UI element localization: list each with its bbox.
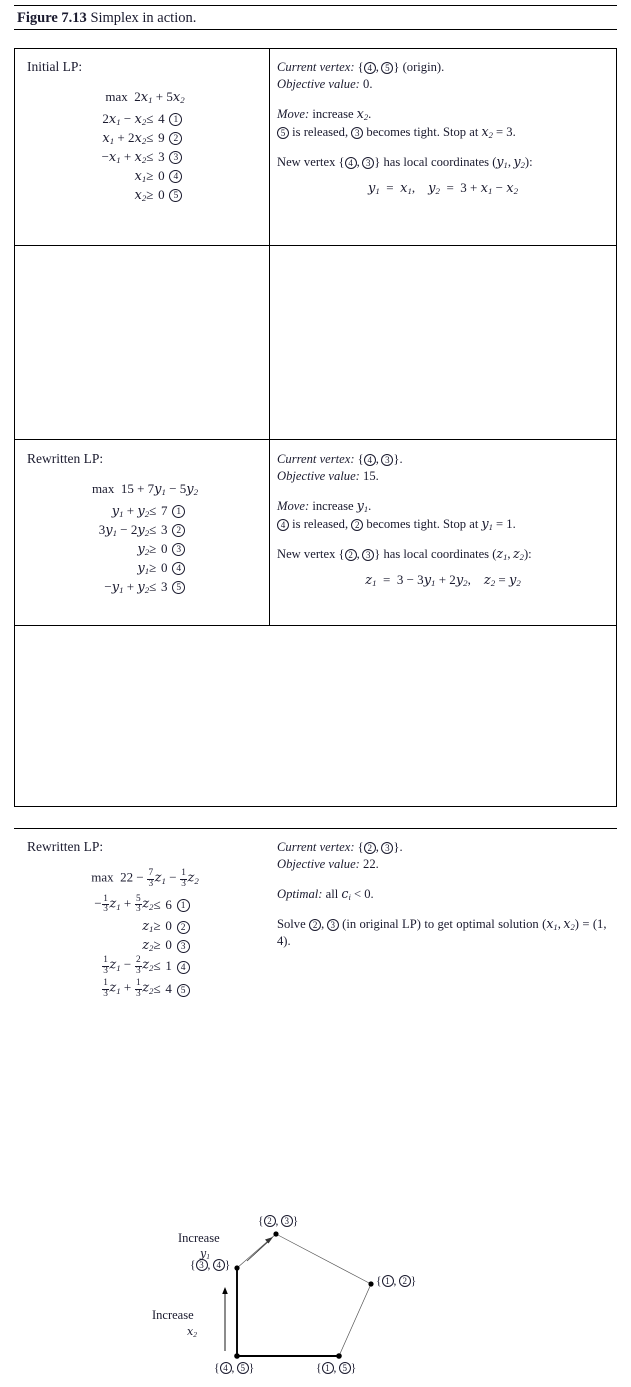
lp-constraint-row <box>102 109 183 128</box>
objective-value-label: Objective value: <box>277 469 360 483</box>
lp-title: Rewritten LP: <box>27 451 104 466</box>
constraint-lhs: $\frac{1}{3}$ $z_1$ + $\frac{1}{3}$ $z_2$ <box>103 978 154 999</box>
constraint-relation: ≤ <box>146 148 154 164</box>
constraint-relation: ≥ <box>146 186 154 202</box>
feasible-region-diagram <box>15 1201 618 1382</box>
note-cell-rewritten-2 <box>269 829 618 1015</box>
lp-constraints <box>102 109 183 204</box>
constraint-tag: 5 <box>172 577 185 596</box>
solve-line: Solve 2 , 3 (in original LP) to get optimal solution ($x_1$, $x_2) = (1$, 4). <box>277 916 609 948</box>
lp-cell-rewritten-2 <box>15 829 269 1015</box>
constraint-rhs: 0 <box>161 559 168 575</box>
lp-title: Rewritten LP: <box>27 839 104 854</box>
vertex-dot-45 <box>234 1353 240 1359</box>
constraint-rhs: 4 <box>158 110 165 126</box>
constraint-rhs: 3 <box>161 521 168 537</box>
lp-title: Initial LP: <box>27 59 83 74</box>
vertex-dot-23 <box>273 1231 278 1236</box>
lp-constraints <box>94 893 189 1001</box>
constraint-tag: 5 <box>169 185 182 204</box>
current-vertex-label: Current vertex: <box>277 840 355 854</box>
vertex-dot-34 <box>234 1265 239 1270</box>
lp-constraint-row <box>94 917 189 936</box>
increase-x2-label: Increase <box>152 1308 194 1322</box>
constraint-relation: ≥ <box>153 918 161 933</box>
constraint-rhs: 7 <box>161 502 168 518</box>
current-vertex-label: Current vertex: <box>277 60 355 74</box>
spacer <box>277 903 609 915</box>
increase-y1-variable: $y_1$ <box>200 1247 210 1261</box>
constraint-rhs: 3 <box>161 578 168 594</box>
constraint-lhs: $x_1 + 2x_2$ <box>102 129 147 146</box>
objective-value-line <box>277 856 609 873</box>
table-row <box>15 439 616 999</box>
constraint-relation: ≤ <box>149 578 157 594</box>
constraint-relation: ≤ <box>149 521 157 537</box>
step-note <box>277 839 609 950</box>
constraint-tag: 4 <box>177 955 190 978</box>
constraint-lhs: $-y_1 + y_2$ <box>104 578 150 595</box>
vertex-label-15: { 1 , 5 } <box>316 1362 357 1375</box>
vertex-dot-15 <box>336 1353 342 1359</box>
move-label: Move: <box>277 107 310 121</box>
spacer <box>277 873 609 885</box>
constraint-lhs: $x_2$ <box>134 187 147 203</box>
spacer <box>277 93 609 105</box>
simplex-table <box>14 48 617 1375</box>
constraint-lhs: $\frac{1}{3}$ $z_1$ − $\frac{2}{3}$ $z_2$ <box>103 955 154 976</box>
increase-x2-variable: $x_2$ <box>187 1325 197 1339</box>
vertex-dot-12 <box>368 1281 373 1286</box>
current-vertex-line: Current vertex: { 2 , 3 }. <box>277 840 403 854</box>
lp-constraint-row <box>94 955 189 978</box>
constraint-lhs: $-x_1 + x_2$ <box>101 148 147 165</box>
optimal-label: Optimal: <box>277 887 323 901</box>
constraint-tag: 4 <box>172 558 185 577</box>
figure-caption <box>17 9 196 27</box>
lp-objective: $\max 2x_1 + 5x_2$ <box>105 89 185 106</box>
objective-value: 0. <box>363 77 373 91</box>
local-coordinates-equation: $y_1 = x_1$, $y_2 = 3 + x_1 - x_2$ <box>368 180 518 197</box>
lp-objective: max 22 − $\frac{7}{3}$ $z_1$ − $\frac{1}{3}$ $z_2$ <box>91 868 199 889</box>
constraint-rhs: 0 <box>158 167 165 183</box>
constraint-rhs: 6 <box>165 896 172 912</box>
vertex-label-23: { 2 , 3 } <box>258 1215 299 1228</box>
constraint-tag: 4 <box>169 166 182 185</box>
constraint-lhs: $z_1$ <box>142 919 154 935</box>
table-row <box>15 245 616 595</box>
lp-cell-initial <box>15 49 269 245</box>
constraint-tag: 1 <box>172 501 185 520</box>
constraint-lhs: $z_2$ <box>142 938 154 954</box>
current-vertex-line: Current vertex: { 4 , 5 } (origin). <box>277 60 445 74</box>
page-bottom-rule <box>14 828 617 829</box>
constraint-relation: ≤ <box>153 896 161 912</box>
objective-value-label: Objective value: <box>277 77 360 91</box>
vertex-label-12: { 1 , 2 } <box>376 1275 417 1288</box>
constraint-tag: 3 <box>169 147 182 166</box>
release-line: 4 is released, 2 becomes tight. Stop at $y_1 = 1$. <box>277 515 609 533</box>
constraint-rhs: 0 <box>161 540 168 556</box>
current-vertex-line: Current vertex: { 4 , 3 }. <box>277 452 403 466</box>
constraint-relation: ≤ <box>146 110 154 126</box>
objective-value-label: Objective value: <box>277 857 360 871</box>
constraint-relation: ≥ <box>146 167 154 183</box>
lp-constraint-row <box>94 936 189 955</box>
constraint-relation: ≤ <box>153 958 161 974</box>
lp-constraint-row <box>94 978 189 1001</box>
lp-constraint-row <box>102 185 183 204</box>
polygon-edge <box>339 1284 371 1356</box>
step-note <box>277 59 609 197</box>
constraint-tag: 3 <box>177 936 190 955</box>
constraint-rhs: 0 <box>158 186 165 202</box>
table-row <box>15 49 616 245</box>
constraint-tag: 2 <box>177 917 190 936</box>
constraint-relation: ≤ <box>146 129 154 145</box>
constraint-tag: 2 <box>172 520 185 539</box>
polygon-traversed-path <box>237 1268 339 1356</box>
increase-y1-label: Increase <box>178 1231 220 1245</box>
new-vertex-line: New vertex { 4 , 3 } has local coordinates ($y_1$, $y_2$): <box>277 154 533 171</box>
constraint-lhs: $y_1$ <box>137 560 150 576</box>
lp-constraint-row <box>102 128 183 147</box>
lp-constraint-row <box>102 147 183 166</box>
objective-value: 15. <box>363 469 379 483</box>
constraint-tag: 1 <box>169 109 182 128</box>
lp-objective: $\max 15 + 7y_1 - 5y_2$ <box>91 481 199 498</box>
spacer <box>277 141 609 153</box>
constraint-rhs: 3 <box>158 148 165 164</box>
constraint-tag: 2 <box>169 128 182 147</box>
constraint-lhs: $y_1 + y_2$ <box>111 502 150 519</box>
figure-number: Figure 7.13 <box>17 10 87 26</box>
objective-value-line <box>277 76 609 93</box>
constraint-lhs: $3y_1 - 2y_2$ <box>98 521 150 538</box>
release-line: 5 is released, 3 becomes tight. Stop at $x_2 = 3$. <box>277 123 609 141</box>
caption-rule-top <box>14 5 617 6</box>
constraint-rhs: 0 <box>165 937 172 952</box>
caption-rule-bottom <box>14 29 617 30</box>
figure-caption-text: Simplex in action. <box>90 10 197 26</box>
increase-x2-arrow-head <box>222 1287 228 1294</box>
constraint-tag: 1 <box>177 893 190 916</box>
constraint-rhs: 1 <box>165 958 172 974</box>
optimal-line: Optimal: all $c_i < 0$. <box>277 886 374 903</box>
constraint-tag: 3 <box>172 539 185 558</box>
new-vertex-line: New vertex { 2 , 3 } has local coordinates ($z_1$, $z_2$): <box>277 546 532 563</box>
move-label: Move: <box>277 499 310 513</box>
constraint-relation: ≤ <box>153 981 161 997</box>
constraint-lhs: $y_2$ <box>137 541 150 557</box>
polygon-edge <box>276 1234 371 1284</box>
lp-constraint-row <box>94 893 189 916</box>
polygon-svg <box>15 1201 618 1382</box>
constraint-relation: ≥ <box>149 540 157 556</box>
increase-y1-arrow-shaft <box>247 1239 271 1261</box>
constraint-rhs: 4 <box>165 981 172 997</box>
vertex-label-34: { 3 , 4 } <box>190 1259 231 1272</box>
current-vertex-label: Current vertex: <box>277 452 355 466</box>
lp-constraint-row <box>102 166 183 185</box>
constraint-rhs: 9 <box>158 129 165 145</box>
vertex-label-45: { 4 , 5 } <box>214 1362 255 1375</box>
lp-system <box>15 89 269 204</box>
constraint-lhs: $x_1$ <box>134 168 147 184</box>
lp-system <box>15 869 269 1001</box>
note-cell-initial <box>269 49 618 245</box>
local-coordinates-equation: $z_1 = 3 - 3y_1 + 2y_2$, $z_2 = y_2$ <box>365 572 521 589</box>
constraint-lhs: − $\frac{1}{3}$ $z_1$ + $\frac{5}{3}$ $z_2$ <box>94 893 154 915</box>
constraint-rhs: 0 <box>165 918 172 933</box>
constraint-relation: ≤ <box>149 502 157 518</box>
move-line: Move: increase $x_2$. <box>277 106 372 123</box>
constraint-relation: ≥ <box>153 937 161 952</box>
objective-value: 22. <box>363 857 379 871</box>
constraint-relation: ≥ <box>149 559 157 575</box>
constraint-tag: 5 <box>177 978 190 1001</box>
move-line: Move: increase $y_1$. <box>277 498 372 515</box>
constraint-lhs: $2x_1 - x_2$ <box>102 110 147 127</box>
